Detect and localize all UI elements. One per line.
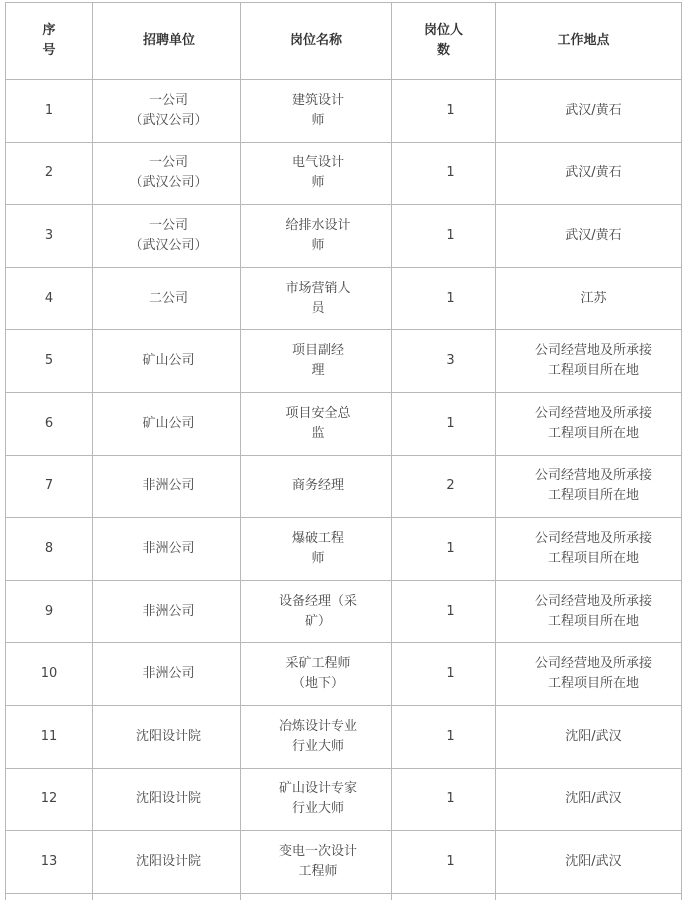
row-unit: 非洲公司 bbox=[142, 666, 195, 682]
row-count: 3 bbox=[446, 353, 455, 369]
row-index-cell bbox=[6, 518, 93, 581]
row-unit-cell bbox=[93, 705, 241, 768]
row-unit: 非洲公司 bbox=[142, 540, 195, 556]
row-location-cell bbox=[496, 643, 682, 706]
row-index-cell bbox=[6, 80, 93, 143]
row-unit-cell bbox=[93, 455, 241, 518]
row-position: 商务经理 bbox=[291, 478, 344, 494]
row-count-cell bbox=[392, 831, 496, 894]
row-unit: 非洲公司 bbox=[142, 478, 195, 494]
row-position: 电气设计 师 bbox=[291, 155, 344, 191]
row-index: 6 bbox=[44, 415, 54, 431]
table-row bbox=[6, 330, 682, 393]
row-index-cell bbox=[6, 267, 93, 330]
row-index: 2 bbox=[44, 165, 54, 181]
row-index: 3 bbox=[44, 227, 54, 243]
row-count: 1 bbox=[446, 227, 455, 243]
header-position: 岗位名称 bbox=[241, 3, 392, 80]
row-unit-cell bbox=[93, 267, 241, 330]
table-row bbox=[6, 392, 682, 455]
row-position-cell bbox=[241, 142, 392, 205]
row-unit: 二公司 bbox=[148, 290, 188, 306]
table-row bbox=[6, 267, 682, 330]
partial-cell bbox=[6, 893, 93, 900]
row-unit: 沈阳设计院 bbox=[135, 728, 201, 744]
row-location: 公司经营地及所承接 工程项目所在地 bbox=[534, 593, 652, 629]
row-index-cell bbox=[6, 205, 93, 268]
row-unit: 矿山公司 bbox=[142, 415, 195, 431]
row-position-cell bbox=[241, 205, 392, 268]
row-count: 1 bbox=[446, 290, 455, 306]
row-count: 2 bbox=[446, 478, 455, 494]
row-position-cell bbox=[241, 267, 392, 330]
row-position-cell bbox=[241, 580, 392, 643]
row-position: 采矿工程师 （地下） bbox=[285, 656, 351, 692]
row-location-cell bbox=[496, 580, 682, 643]
row-count-cell bbox=[392, 330, 496, 393]
row-position-cell bbox=[241, 768, 392, 831]
row-count-cell bbox=[392, 768, 496, 831]
row-location: 公司经营地及所承接 工程项目所在地 bbox=[534, 530, 652, 566]
row-location: 公司经营地及所承接 工程项目所在地 bbox=[534, 656, 652, 692]
row-position: 建筑设计 师 bbox=[291, 92, 344, 128]
row-index-cell bbox=[6, 643, 93, 706]
row-count: 1 bbox=[446, 165, 455, 181]
row-index: 1 bbox=[44, 102, 54, 118]
row-position-cell bbox=[241, 330, 392, 393]
partial-cell bbox=[496, 893, 682, 900]
partial-cell bbox=[241, 893, 392, 900]
row-index: 11 bbox=[40, 728, 58, 744]
row-unit-cell bbox=[93, 643, 241, 706]
row-location-cell bbox=[496, 768, 682, 831]
recruitment-table bbox=[5, 2, 682, 900]
row-index: 4 bbox=[44, 290, 54, 306]
row-position: 矿山设计专家 行业大师 bbox=[278, 781, 357, 817]
row-index-cell bbox=[6, 330, 93, 393]
row-unit: 沈阳设计院 bbox=[135, 853, 201, 869]
table-row bbox=[6, 831, 682, 894]
row-count: 1 bbox=[446, 728, 455, 744]
row-index-cell bbox=[6, 768, 93, 831]
row-location: 武汉/黄石 bbox=[565, 102, 622, 118]
row-count-cell bbox=[392, 205, 496, 268]
row-unit: 一公司 （武汉公司） bbox=[129, 155, 208, 191]
row-location-cell bbox=[496, 392, 682, 455]
row-count: 1 bbox=[446, 853, 455, 869]
row-location-cell bbox=[496, 831, 682, 894]
row-location: 公司经营地及所承接 工程项目所在地 bbox=[534, 468, 652, 504]
row-count: 1 bbox=[446, 603, 455, 619]
row-location: 沈阳/武汉 bbox=[565, 853, 622, 869]
table-row bbox=[6, 518, 682, 581]
row-index-cell bbox=[6, 392, 93, 455]
header-index: 序 号 bbox=[6, 3, 93, 80]
row-unit: 沈阳设计院 bbox=[135, 791, 201, 807]
table-row bbox=[6, 580, 682, 643]
table-row-partial bbox=[6, 893, 682, 900]
row-location: 江苏 bbox=[580, 290, 607, 306]
table-row bbox=[6, 705, 682, 768]
table-row bbox=[6, 643, 682, 706]
row-location-cell bbox=[496, 518, 682, 581]
row-unit: 一公司 （武汉公司） bbox=[129, 217, 208, 253]
partial-cell bbox=[392, 893, 496, 900]
row-index-cell bbox=[6, 142, 93, 205]
row-location-cell bbox=[496, 455, 682, 518]
row-unit-cell bbox=[93, 831, 241, 894]
row-location-cell bbox=[496, 80, 682, 143]
row-count: 1 bbox=[446, 102, 455, 118]
row-count: 1 bbox=[446, 415, 455, 431]
row-location-cell bbox=[496, 705, 682, 768]
table-row bbox=[6, 80, 682, 143]
row-location: 武汉/黄石 bbox=[565, 227, 622, 243]
header-count: 岗位人 数 bbox=[392, 3, 496, 80]
row-position: 市场营销人 员 bbox=[285, 280, 351, 316]
row-location-cell bbox=[496, 142, 682, 205]
row-index-cell bbox=[6, 455, 93, 518]
row-count-cell bbox=[392, 580, 496, 643]
row-count-cell bbox=[392, 267, 496, 330]
row-position-cell bbox=[241, 80, 392, 143]
row-position: 给排水设计 师 bbox=[285, 217, 351, 253]
row-index-cell bbox=[6, 580, 93, 643]
row-index: 10 bbox=[40, 666, 58, 682]
row-location: 公司经营地及所承接 工程项目所在地 bbox=[534, 343, 652, 379]
row-unit-cell bbox=[93, 392, 241, 455]
row-position-cell bbox=[241, 643, 392, 706]
table-row bbox=[6, 142, 682, 205]
row-index: 9 bbox=[44, 603, 54, 619]
row-position-cell bbox=[241, 518, 392, 581]
row-unit-cell bbox=[93, 205, 241, 268]
row-unit-cell bbox=[93, 768, 241, 831]
row-location: 公司经营地及所承接 工程项目所在地 bbox=[534, 405, 652, 441]
row-count-cell bbox=[392, 518, 496, 581]
row-location: 沈阳/武汉 bbox=[565, 728, 622, 744]
row-position-cell bbox=[241, 455, 392, 518]
row-count-cell bbox=[392, 392, 496, 455]
row-position: 项目安全总 监 bbox=[285, 405, 351, 441]
partial-cell bbox=[93, 893, 241, 900]
row-position: 项目副经 理 bbox=[291, 343, 344, 379]
row-unit-cell bbox=[93, 330, 241, 393]
row-unit: 矿山公司 bbox=[142, 353, 195, 369]
row-unit: 非洲公司 bbox=[142, 603, 195, 619]
header-location: 工作地点 bbox=[496, 3, 682, 80]
row-count-cell bbox=[392, 142, 496, 205]
table-row bbox=[6, 205, 682, 268]
row-count-cell bbox=[392, 455, 496, 518]
row-location-cell bbox=[496, 330, 682, 393]
row-position: 设备经理（采 矿） bbox=[278, 593, 357, 629]
row-unit-cell bbox=[93, 580, 241, 643]
row-unit-cell bbox=[93, 80, 241, 143]
row-unit-cell bbox=[93, 518, 241, 581]
row-index: 12 bbox=[40, 791, 58, 807]
row-position-cell bbox=[241, 831, 392, 894]
row-index-cell bbox=[6, 705, 93, 768]
header-unit: 招聘单位 bbox=[93, 3, 241, 80]
row-position-cell bbox=[241, 392, 392, 455]
row-index-cell bbox=[6, 831, 93, 894]
row-count: 1 bbox=[446, 540, 455, 556]
row-location-cell bbox=[496, 205, 682, 268]
table-row bbox=[6, 768, 682, 831]
row-count-cell bbox=[392, 705, 496, 768]
row-unit-cell bbox=[93, 142, 241, 205]
row-position: 变电一次设计 工程师 bbox=[278, 843, 357, 879]
row-count: 1 bbox=[446, 791, 455, 807]
row-position: 爆破工程 师 bbox=[291, 530, 344, 566]
row-index: 7 bbox=[44, 478, 54, 494]
row-index: 8 bbox=[44, 540, 54, 556]
table-row bbox=[6, 455, 682, 518]
row-location-cell bbox=[496, 267, 682, 330]
row-location: 沈阳/武汉 bbox=[565, 791, 622, 807]
row-index: 13 bbox=[40, 853, 58, 869]
row-position-cell bbox=[241, 705, 392, 768]
row-count-cell bbox=[392, 643, 496, 706]
table-header-row bbox=[6, 3, 682, 80]
row-location: 武汉/黄石 bbox=[565, 165, 622, 181]
row-position: 冶炼设计专业 行业大师 bbox=[278, 718, 357, 754]
row-unit: 一公司 （武汉公司） bbox=[129, 92, 208, 128]
row-count-cell bbox=[392, 80, 496, 143]
row-count: 1 bbox=[446, 666, 455, 682]
table-body bbox=[6, 80, 682, 900]
row-index: 5 bbox=[44, 353, 54, 369]
